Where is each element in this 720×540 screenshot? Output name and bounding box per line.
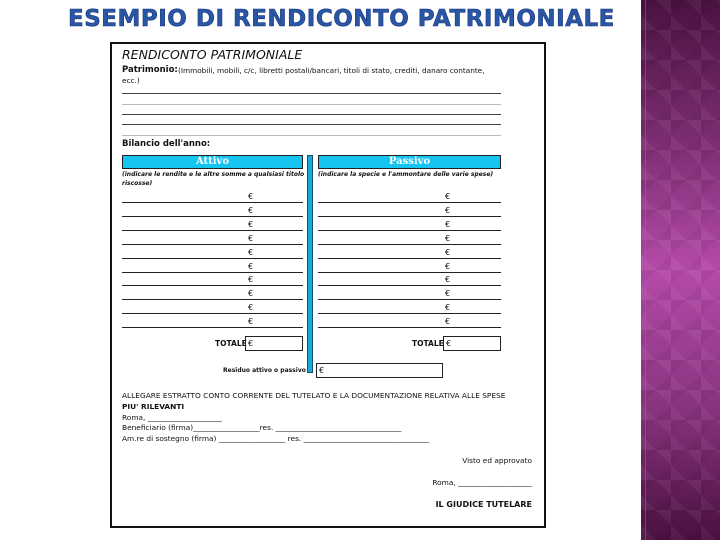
form-heading: RENDICONTO PATRIMONIALE bbox=[122, 47, 303, 62]
attivo-note-2: riscosse) bbox=[122, 180, 153, 187]
decorative-side-panel bbox=[641, 0, 720, 540]
attivo-note: (indicare le rendite e le altre somme a qualsiasi titolo bbox=[122, 171, 305, 178]
attivo-row-line bbox=[122, 202, 303, 203]
passivo-row-amount[interactable]: € bbox=[445, 317, 451, 327]
residuo-label: Residuo attivo o passivo bbox=[223, 367, 306, 374]
passivo-header: Passivo bbox=[318, 155, 501, 169]
roma-date-line: Roma, ____________________ bbox=[122, 413, 222, 422]
residuo-field[interactable]: € bbox=[316, 363, 443, 378]
attivo-total-label: TOTALE bbox=[215, 339, 247, 348]
attivo-row-line bbox=[122, 216, 303, 217]
visto-text: Visto ed approvato bbox=[462, 456, 532, 465]
passivo-row-amount[interactable]: € bbox=[445, 192, 451, 201]
attivo-row-line bbox=[122, 244, 303, 245]
passivo-row-line bbox=[318, 258, 501, 259]
attivo-row-amount[interactable]: € bbox=[248, 192, 254, 201]
attivo-row-line bbox=[122, 272, 303, 273]
passivo-row-amount[interactable]: € bbox=[445, 219, 451, 229]
passivo-row-line bbox=[318, 216, 501, 217]
allegare-text: ALLEGARE ESTRATTO CONTO CORRENTE DEL TUTELATO E LA DOCUMENTAZIONE RELATIVA ALLE SPESE bbox=[122, 391, 506, 400]
beneficiario-signature-line: Beneficiario (firma)__________________res. __________________________________ bbox=[122, 423, 402, 432]
allegare-text-2: PIU' RILEVANTI bbox=[122, 402, 185, 411]
attivo-row-amount[interactable]: € bbox=[248, 205, 254, 215]
attivo-row-line bbox=[122, 313, 303, 314]
attivo-header: Attivo bbox=[122, 155, 303, 169]
passivo-row-amount[interactable]: € bbox=[445, 261, 451, 271]
roma-date-line-2: Roma, ____________________ bbox=[432, 478, 532, 487]
attivo-row-amount[interactable]: € bbox=[248, 233, 254, 243]
amministratore-signature-line: Am.re di sostegno (firma) __________________ res. __________________________________ bbox=[122, 434, 430, 443]
attivo-row-amount[interactable]: € bbox=[248, 303, 254, 313]
attivo-row-line bbox=[122, 327, 303, 328]
passivo-row-amount[interactable]: € bbox=[445, 205, 451, 215]
attivo-row-amount[interactable]: € bbox=[248, 275, 254, 285]
attivo-row-line bbox=[122, 258, 303, 259]
giudice-label: IL GIUDICE TUTELARE bbox=[435, 500, 532, 509]
attivo-row-line bbox=[122, 230, 303, 231]
passivo-row-amount[interactable]: € bbox=[445, 303, 451, 313]
passivo-row-line bbox=[318, 299, 501, 300]
patrimonio-hint-2: ecc.) bbox=[122, 76, 140, 85]
passivo-note: (indicare la specie e l'ammontare delle varie spese) bbox=[318, 171, 494, 178]
passivo-row-line bbox=[318, 313, 501, 314]
patrimonio-hint: (Immobili, mobili, c/c, libretti postali/bancari, titoli di stato, crediti, danaro contante, bbox=[178, 66, 485, 75]
bilancio-label: Bilancio dell'anno: bbox=[122, 139, 211, 149]
column-divider bbox=[307, 155, 313, 373]
attivo-total-field[interactable]: € bbox=[245, 336, 303, 351]
passivo-row-amount[interactable]: € bbox=[445, 247, 451, 257]
attivo-row-line bbox=[122, 285, 303, 286]
passivo-row-line bbox=[318, 202, 501, 203]
slide-title: ESEMPIO DI RENDICONTO PATRIMONIALE bbox=[68, 6, 615, 32]
attivo-row-amount[interactable]: € bbox=[248, 219, 254, 229]
attivo-row-amount[interactable]: € bbox=[248, 261, 254, 271]
passivo-row-line bbox=[318, 230, 501, 231]
passivo-row-amount[interactable]: € bbox=[445, 233, 451, 243]
passivo-total-label: TOTALE bbox=[412, 339, 444, 348]
passivo-row-line bbox=[318, 285, 501, 286]
attivo-row-amount[interactable]: € bbox=[248, 289, 254, 299]
attivo-row-amount[interactable]: € bbox=[248, 247, 254, 257]
passivo-total-field[interactable]: € bbox=[443, 336, 501, 351]
patrimonio-label: Patrimonio: bbox=[122, 65, 178, 75]
passivo-row-line bbox=[318, 272, 501, 273]
attivo-row-line bbox=[122, 299, 303, 300]
passivo-row-amount[interactable]: € bbox=[445, 289, 451, 299]
passivo-row-line bbox=[318, 327, 501, 328]
passivo-row-amount[interactable]: € bbox=[445, 275, 451, 285]
passivo-row-line bbox=[318, 244, 501, 245]
attivo-row-amount[interactable]: € bbox=[248, 317, 254, 327]
